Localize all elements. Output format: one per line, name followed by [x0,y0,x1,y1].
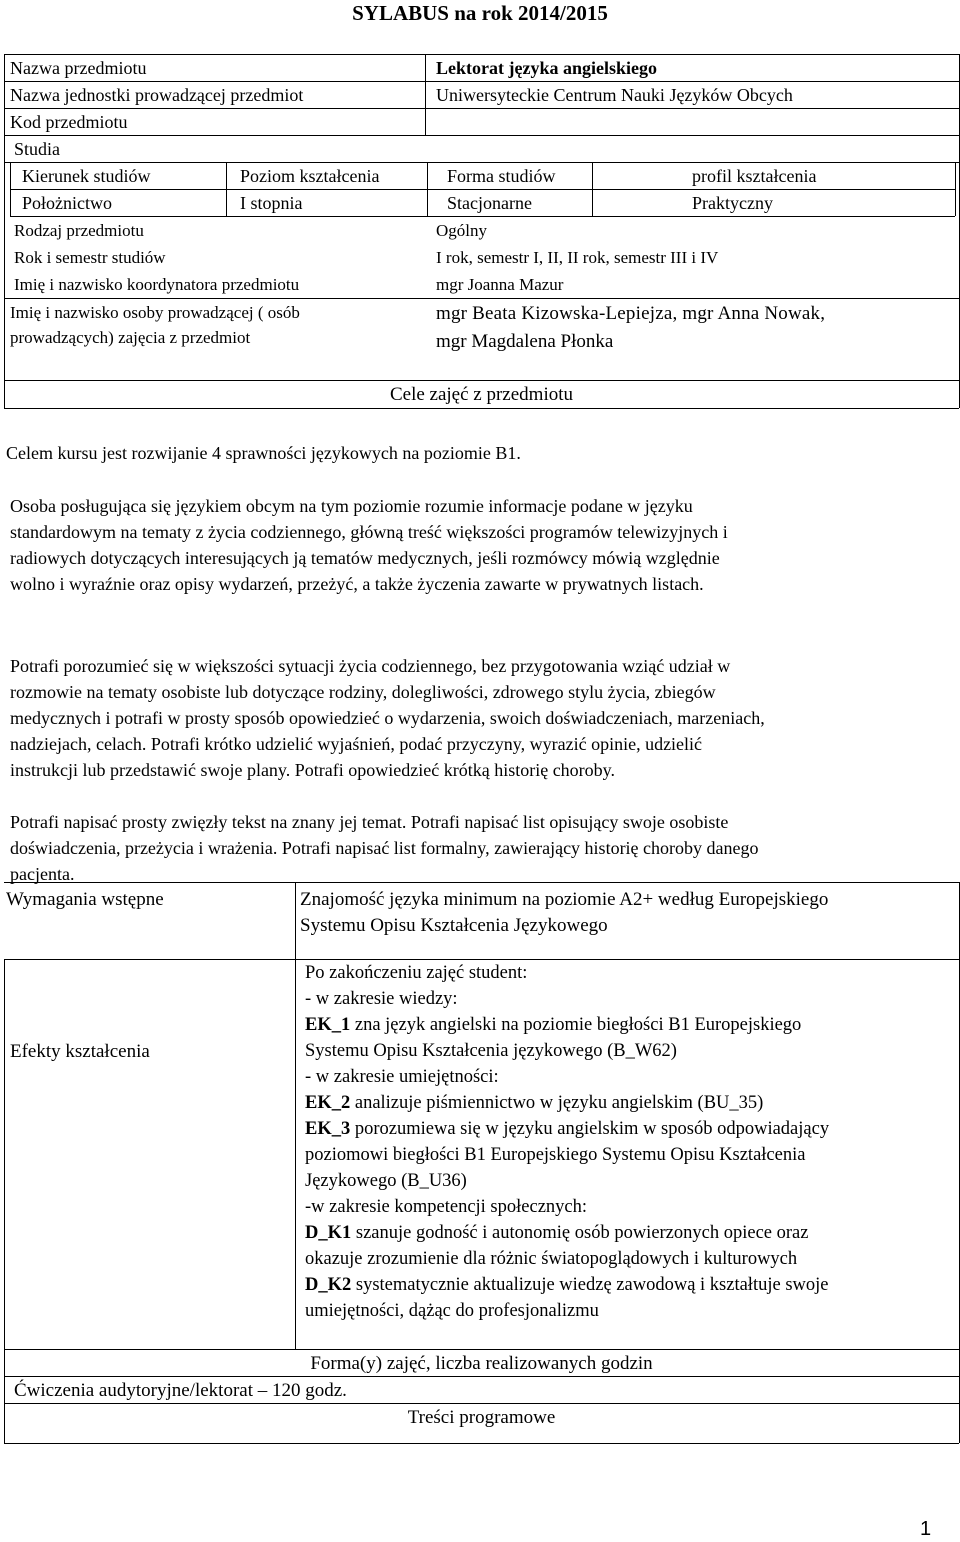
studies-header-level: Poziom kształcenia [240,166,380,186]
outcome-ek1: EK_1 zna język angielski na poziomie biegłości B1 Europejskiego [305,1015,802,1035]
forms-value: Ćwiczenia audytoryjne/lektorat – 120 godz. [14,1380,347,1401]
requirements-label: Wymagania wstępne [6,889,164,910]
coordinator-label: Imię i nazwisko koordynatora przedmiotu [14,275,300,294]
goals-paragraph-3-line: pacjenta. [10,864,75,884]
studies-header-form: Forma studiów [447,166,556,186]
teachers-label-line2: prowadzących) zajęcia z przedmiot [10,328,251,347]
studies-value-form: Stacjonarne [447,193,532,213]
outcome-code: D_K2 [305,1275,352,1295]
teachers-label-line1: Imię i nazwisko osoby prowadzącej ( osób [10,303,300,322]
studies-value-level: I stopnia [240,193,303,213]
outcomes-skills-header: - w zakresie umiejętności: [305,1067,499,1087]
goals-paragraph-1-line: wolno i wyraźnie oraz opisy wydarzeń, przeżyć, a także życzenia zawarte w prywatnych listach. [10,574,704,594]
requirements-line2: Systemu Opisu Kształcenia Językowego [300,915,608,936]
goals-paragraph-1-line: radiowych dotyczących interesujących ją tematów medycznych, jeśli rozmówcy mówią względnie [10,548,720,568]
goals-paragraph-3-line: doświadczenia, przeżycia i wrażenia. Potrafi napisać list formalny, zawierający historię choroby danego [10,838,759,858]
studies-header-direction: Kierunek studiów [22,166,151,186]
goals-paragraph-2-line: Potrafi porozumieć się w większości sytuacji życia codziennego, bez przygotowania wziąć udział w [10,656,731,676]
studies-value-direction: Położnictwo [22,193,112,213]
goals-paragraph-2 [10,653,765,783]
unit-label: Nazwa jednostki prowadzącej przedmiot [10,85,304,105]
type-label: Rodzaj przedmiotu [14,221,144,240]
studies-header-profile: profil kształcenia [692,166,817,186]
outcomes-social-header: -w zakresie kompetencji społecznych: [305,1197,588,1217]
page-title: SYLABUS na rok 2014/2015 [352,1,608,25]
outcome-ek3-cont: Językowego (B_U36) [305,1171,467,1191]
page-number: 1 [920,1518,932,1540]
goals-paragraph-2-line: instrukcji lub przedstawić swoje plany. Potrafi opowiedzieć krótką historię choroby. [10,760,616,780]
outcomes-knowledge-header: - w zakresie wiedzy: [305,989,458,1009]
goals-paragraph-1-line: Osoba posługująca się językiem obcym na tym poziomie rozumie informacje podane w języku [10,496,693,516]
year-value: I rok, semestr I, II, II rok, semestr III i IV [436,248,719,267]
goals-paragraph-1-line: standardowym na tematy z życia codziennego, główną treść większości programów telewizyjnych i [10,522,728,542]
goals-paragraph-1 [10,493,728,597]
outcome-dk2-cont: umiejętności, dążąc do profesjonalizmu [305,1301,599,1321]
outcomes-intro: Po zakończeniu zajęć student: [305,963,528,983]
teachers-value-line2: mgr Magdalena Płonka [436,331,614,352]
outcomes-label: Efekty kształcenia [10,1041,150,1062]
studies-value-profile: Praktyczny [692,193,773,213]
goals-paragraph-3-line: Potrafi napisać prosty zwięzły tekst na znany jej temat. Potrafi napisać list opisujący swoje osobiste [10,812,729,832]
code-label: Kod przedmiotu [10,112,128,132]
type-value: Ogólny [436,221,487,240]
goals-paragraph-2-line: medycznych i potrafi w prosty sposób opowiedzieć o wydarzenia, swoich doświadczeniach, marzeniach, [10,708,765,728]
outcome-dk1-cont: okazuje zrozumienie dla różnic światopoglądowych i kulturowych [305,1249,798,1269]
course-name-value: Lektorat języka angielskiego [436,58,657,78]
goals-paragraph-2-line: rozmowie na tematy osobiste lub dotyczące rodziny, dolegliwości, zdrowego stylu życia, zbiegów [10,682,716,702]
studies-label: Studia [14,139,61,159]
outcome-code: EK_3 [305,1119,351,1139]
outcome-ek3: EK_3 porozumiewa się w języku angielskim w sposób odpowiadający [305,1119,830,1139]
outcome-ek2: EK_2 analizuje piśmiennictwo w języku angielskim (BU_35) [305,1093,764,1113]
year-label: Rok i semestr studiów [14,248,166,267]
outcome-code: EK_2 [305,1093,351,1113]
outcome-dk1: D_K1 szanuje godność i autonomię osób powierzonych opiece oraz [305,1223,809,1243]
outcome-ek1-cont: Systemu Opisu Kształcenia językowego (B_W62) [305,1041,677,1061]
teachers-value-line1: mgr Beata Kizowska-Lepiejza, mgr Anna Nowak, [436,303,826,324]
outcome-dk2: D_K2 systematycznie aktualizuje wiedzę zawodową i kształtuje swoje [305,1275,829,1295]
forms-header: Forma(y) zajęć, liczba realizowanych godzin [310,1353,653,1374]
outcomes-list [305,960,829,1324]
goals-header: Cele zajęć z przedmiotu [389,384,574,405]
requirements-line1: Znajomość języka minimum na poziomie A2+ według Europejskiego [300,889,829,910]
content-header: Treści programowe [407,1407,556,1428]
goals-intro: Celem kursu jest rozwijanie 4 sprawności językowych na poziomie B1. [6,443,521,463]
coordinator-value: mgr Joanna Mazur [436,275,564,294]
goals-paragraph-2-line: nadziejach, celach. Potrafi krótko udzielić wyjaśnień, podać przyczyny, wyrazić opinie, udzielić [10,734,703,754]
outcome-ek3-cont: poziomowi biegłości B1 Europejskiego Systemu Opisu Kształcenia [305,1145,806,1165]
goals-paragraph-3 [10,809,759,887]
course-name-label: Nazwa przedmiotu [10,58,147,78]
unit-value: Uniwersyteckie Centrum Nauki Języków Obcych [436,85,793,105]
outcome-code: EK_1 [305,1015,351,1035]
outcome-code: D_K1 [305,1223,352,1243]
